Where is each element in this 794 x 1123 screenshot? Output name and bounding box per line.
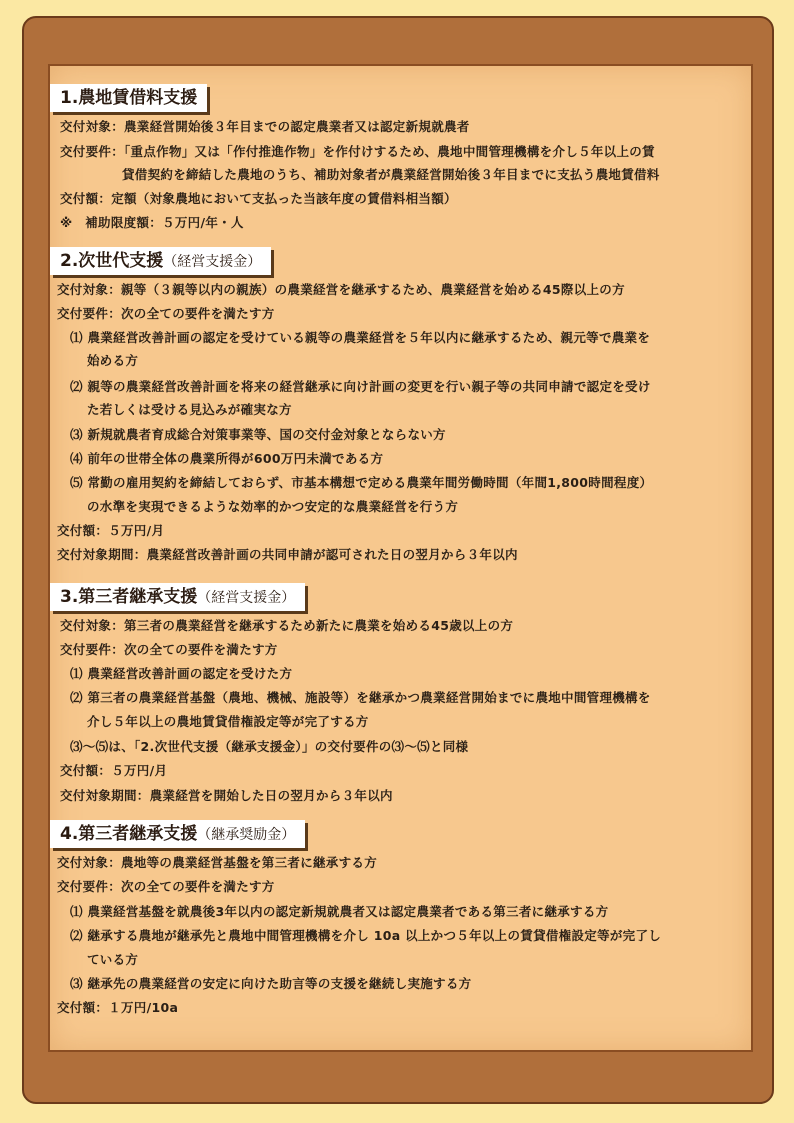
s3-line-7: 交付額：５万円/月 bbox=[60, 763, 168, 778]
s4-line-1: 交付対象：農地等の農業経営基盤を第三者に継承する方 bbox=[57, 855, 378, 870]
s1-line-3: 貸借契約を締結した農地のうち、補助対象者が農業経営開始後３年目までに支払う農地賃借料 bbox=[122, 167, 660, 182]
s2-line-6: た若しくは受ける見込みが確実な方 bbox=[87, 402, 292, 417]
s2-line-2: 交付要件：次の全ての要件を満たす方 bbox=[57, 306, 275, 321]
s3-line-1: 交付対象：第三者の農業経営を継承するため新たに農業を始める45歳以上の方 bbox=[60, 618, 514, 633]
s2-line-4: 始める方 bbox=[87, 353, 139, 368]
s1-line-1: 交付対象：農業経営開始後３年目までの認定農業者又は認定新規就農者 bbox=[60, 119, 470, 134]
s3-line-3: ⑴ 農業経営改善計画の認定を受けた方 bbox=[70, 666, 293, 681]
s3-line-8: 交付対象期間：農業経営を開始した日の翌月から３年以内 bbox=[60, 788, 393, 803]
s2-line-10: の水準を実現できるような効率的かつ安定的な農業経営を行う方 bbox=[87, 499, 459, 514]
s4-line-2: 交付要件：次の全ての要件を満たす方 bbox=[57, 879, 275, 894]
s2-line-1: 交付対象：親等（３親等以内の親族）の農業経営を継承するため、農業経営を始める45際以上の方 bbox=[57, 282, 625, 297]
s2-line-7: ⑶ 新規就農者育成総合対策事業等、国の交付金対象とならない方 bbox=[70, 427, 446, 442]
s4-line-3: ⑴ 農業経営基盤を就農後3年以内の認定新規就農者又は認定農業者である第三者に継承する方 bbox=[70, 904, 609, 919]
s2-line-8: ⑷ 前年の世帯全体の農業所得が600万円未満である方 bbox=[70, 451, 384, 466]
s1-line-5: ※ 補助限度額：５万円/年・人 bbox=[60, 215, 244, 230]
s2-line-11: 交付額：５万円/月 bbox=[57, 523, 165, 538]
s4-line-6: ⑶ 継承先の農業経営の安定に向けた助言等の支援を継続し実施する方 bbox=[70, 976, 472, 991]
section-4-title: 4.第三者継承支援（継承奨励金） bbox=[50, 820, 305, 848]
s4-line-7: 交付額：１万円/10a bbox=[57, 1000, 179, 1015]
s3-line-5: 介し５年以上の農地賃貸借権設定等が完了する方 bbox=[87, 714, 369, 729]
section-2-title: 2.次世代支援（経営支援金） bbox=[50, 247, 271, 275]
s2-line-12: 交付対象期間：農業経営改善計画の共同申請が認可された日の翌月から３年以内 bbox=[57, 547, 518, 562]
s3-line-2: 交付要件：次の全ての要件を満たす方 bbox=[60, 642, 278, 657]
section-3-title: 3.第三者継承支援（経営支援金） bbox=[50, 583, 305, 611]
s2-line-3: ⑴ 農業経営改善計画の認定を受けている親等の農業経営を５年以内に継承するため、親元等で農業を bbox=[70, 330, 651, 345]
s4-line-5: ている方 bbox=[87, 952, 139, 967]
s1-line-4: 交付額：定額（対象農地において支払った当該年度の賃借料相当額） bbox=[60, 191, 457, 206]
s1-line-2: 交付要件：「重点作物」又は「作付推進作物」を作付けするため、農地中間管理機構を介し５年以上の賃 bbox=[60, 144, 655, 159]
section-1-title: 1.農地賃借料支援 bbox=[50, 84, 207, 112]
s4-line-4: ⑵ 継承する農地が継承先と農地中間管理機構を介し 10a 以上かつ５年以上の賃貸借権設定等が完了し bbox=[70, 928, 662, 943]
s2-line-5: ⑵ 親等の農業経営改善計画を将来の経営継承に向け計画の変更を行い親子等の共同申請で認定を受け bbox=[70, 379, 651, 394]
s2-line-9: ⑸ 常勤の雇用契約を締結しておらず、市基本構想で定める農業年間労働時間（年間1,800時間程度） bbox=[70, 475, 653, 490]
s3-line-6: ⑶～⑸は、「2.次世代支援（継承支援金）」の交付要件の⑶～⑸と同様 bbox=[70, 739, 469, 754]
s3-line-4: ⑵ 第三者の農業経営基盤（農地、機械、施設等）を継承かつ農業経営開始までに農地中間管理機構を bbox=[70, 690, 651, 705]
